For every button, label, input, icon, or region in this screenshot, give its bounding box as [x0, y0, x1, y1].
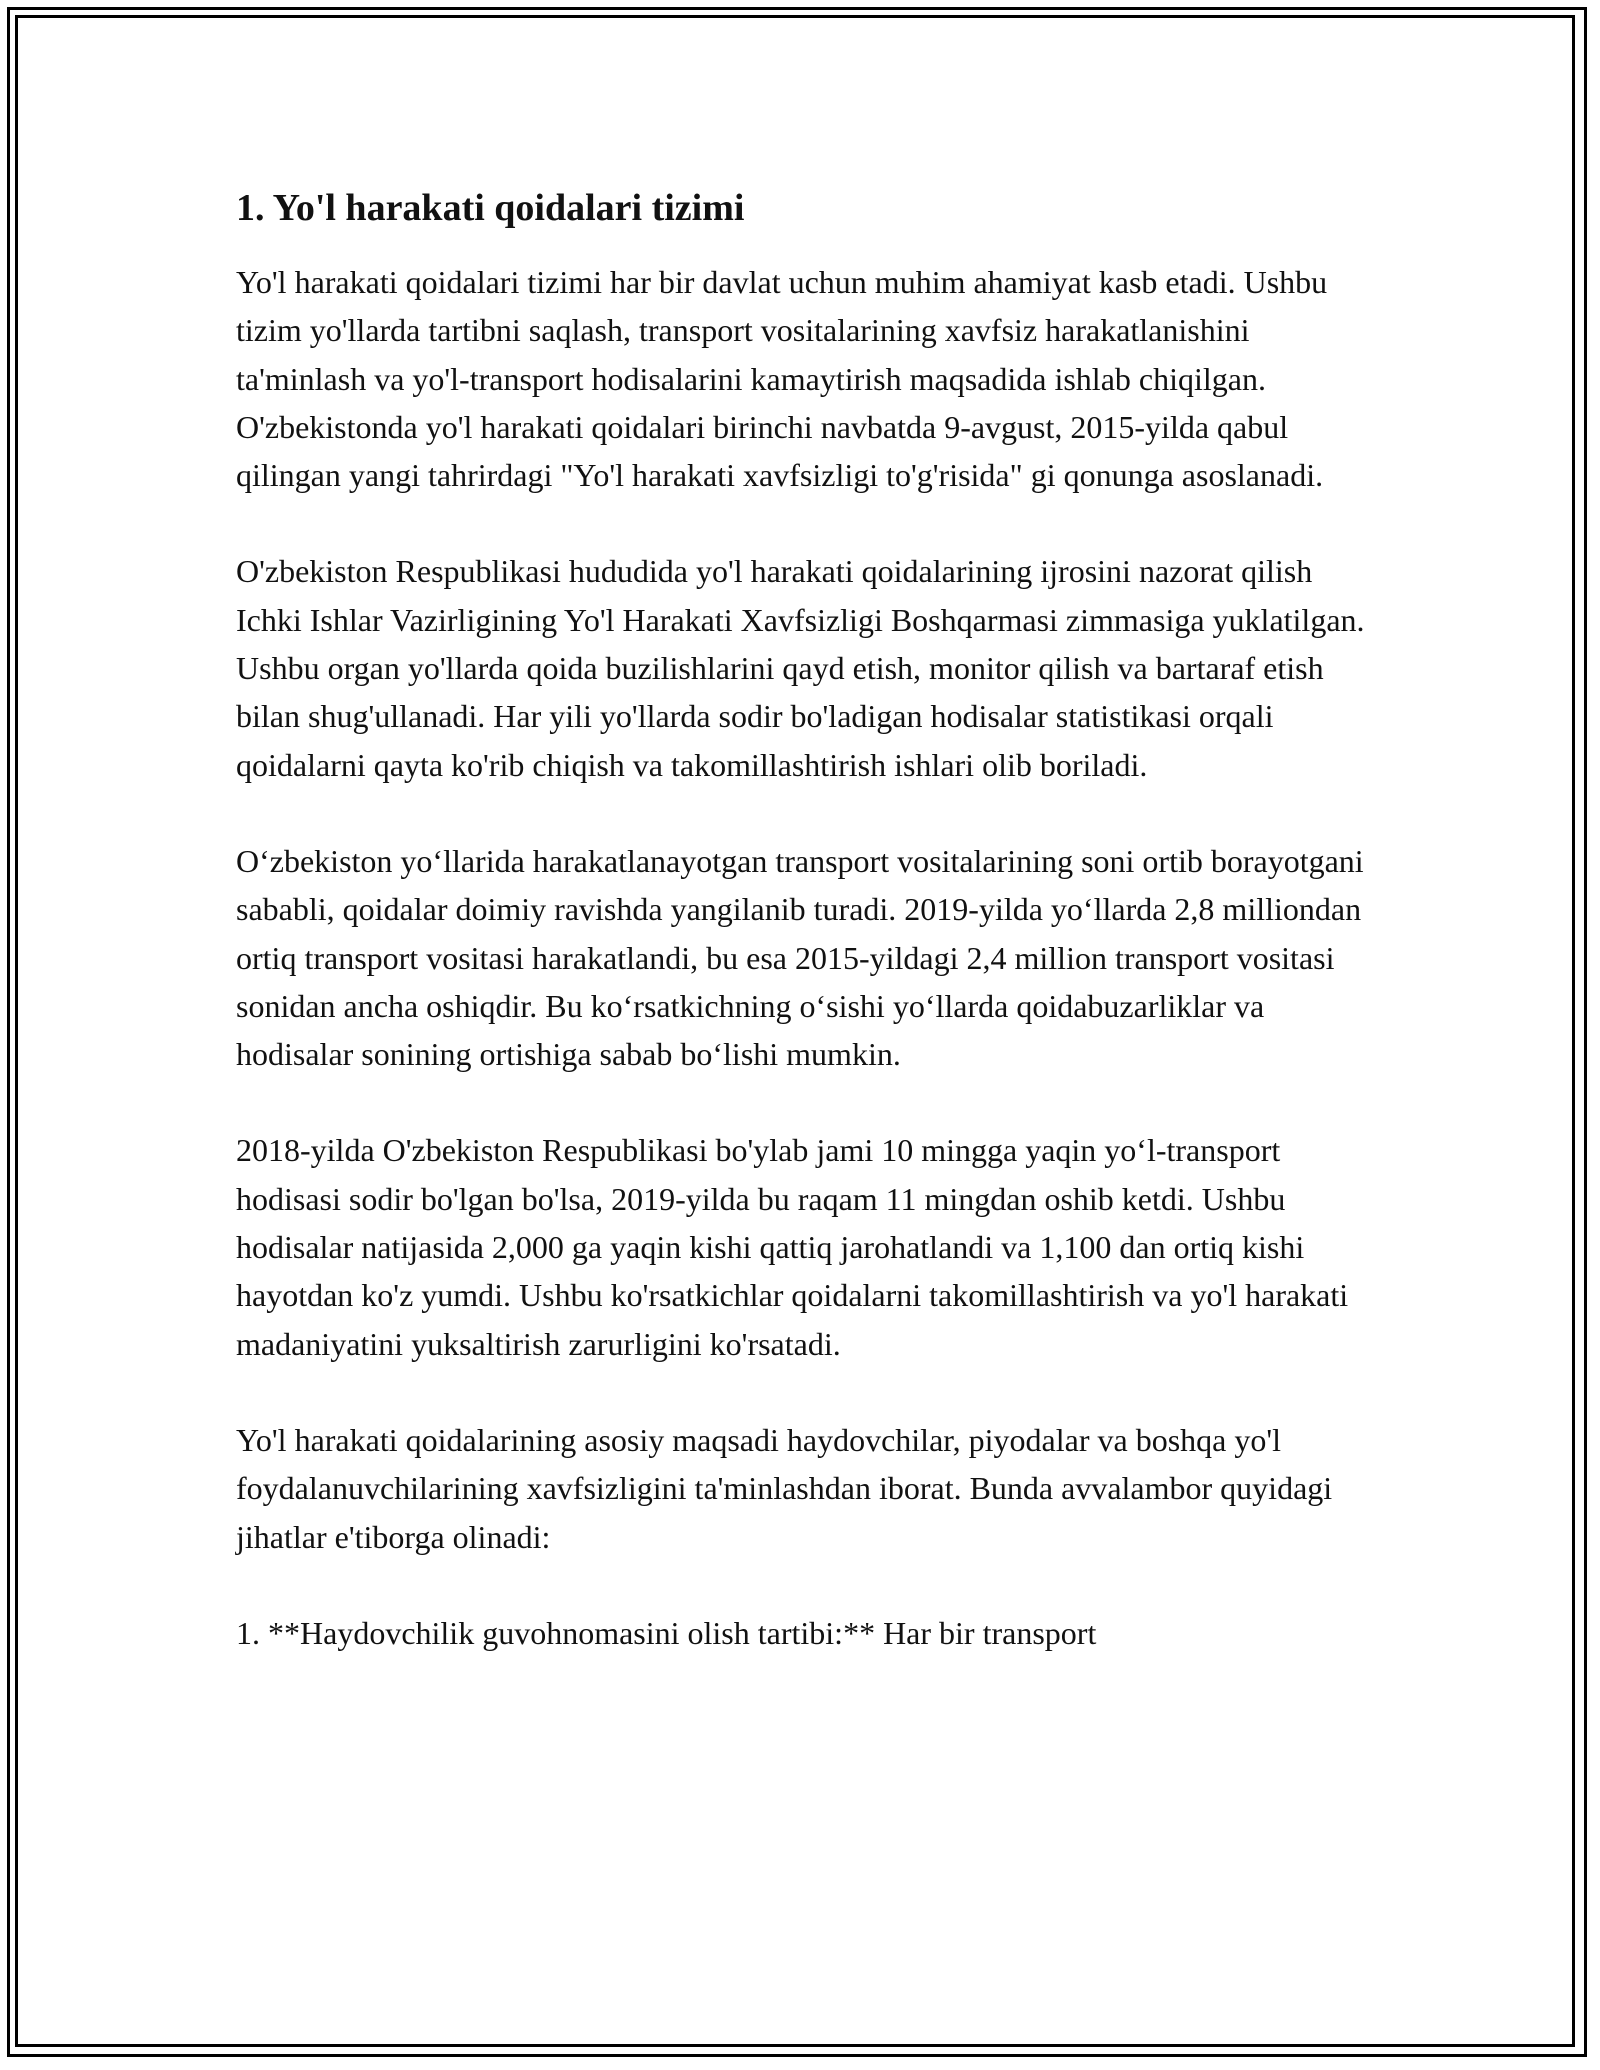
paragraph-intro: Yo'l harakati qoidalari tizimi har bir davlat uchun muhim ahamiyat kasb etadi. Ushbu tizim yo'llarda tartibni saqlash, transport vositalarining xavfsiz harakatlanishini ta'minlash va yo'l-transport hodisalarini kamaytirish maqsadida ishlab chiqilgan. O'zbekistonda yo'l harakati qoidalari birinchi navbatda 9-avgust, 2015-yilda qabul qilingan yangi tahrirdagi "Yo'l harakati xavfsizligi to'g'risida" gi qonunga asoslanadi. [236, 264, 1328, 494]
list-item-license: 1. **Haydovchilik guvohnomasini olish tartibi:** Har bir transport [236, 1614, 1097, 1651]
section-heading: 1. Yo'l harakati qoidalari tizimi [236, 187, 745, 229]
document-body [236, 184, 1376, 1657]
paragraph-enforcement: O'zbekiston Respublikasi hududida yo'l harakati qoidalarining ijrosini nazorat qilish Ichki Ishlar Vazirligining Yo'l Harakati Xavfsizligi Boshqarmasi zimmasiga yuklatilgan. Ushbu organ yo'llarda qoida buzilishlarini qayd etish, monitor qilish va bartaraf etish bilan shug'ullanadi. Har yili yo'llarda sodir bo'ladigan hodisalar statistikasi orqali qoidalarni qayta ko'rib chiqish va takomillashtirish ishlari olib boriladi. [236, 553, 1365, 783]
paragraph-main-goal: Yo'l harakati qoidalarining asosiy maqsadi haydovchilar, piyodalar va boshqa yo'l foydalanuvchilarining xavfsizligini ta'minlashdan iborat. Bunda avvalambor quyidagi jihatlar e'tiborga olinadi: [236, 1421, 1333, 1555]
paragraph-vehicle-growth: O‘zbekiston yo‘llarida harakatlanayotgan transport vositalarining soni ortib borayotgani sababli, qoidalar doimiy ravishda yangilanib turadi. 2019-yilda yo‘llarda 2,8 milliondan ortiq transport vositasi harakatlandi, bu esa 2015-yildagi 2,4 million transport vositasi sonidan ancha oshiqdir. Bu ko‘rsatkichning o‘sishi yo‘llarda qoidabuzarliklar va hodisalar sonining ortishiga sabab bo‘lishi mumkin. [236, 842, 1364, 1073]
paragraph-accident-statistics: 2018-yilda O'zbekiston Respublikasi bo'ylab jami 10 mingga yaqin yo‘l-transport hodisasi sodir bo'lgan bo'lsa, 2019-yilda bu raqam 11 mingdan oshib ketdi. Ushbu hodisalar natijasida 2,000 ga yaqin kishi qattiq jarohatlandi va 1,100 dan ortiq kishi hayotdan ko'z yumdi. Ushbu ko'rsatkichlar qoidalarni takomillashtirish va yo'l harakati madaniyatini yuksaltirish zarurligini ko'rsatadi. [236, 1132, 1349, 1362]
